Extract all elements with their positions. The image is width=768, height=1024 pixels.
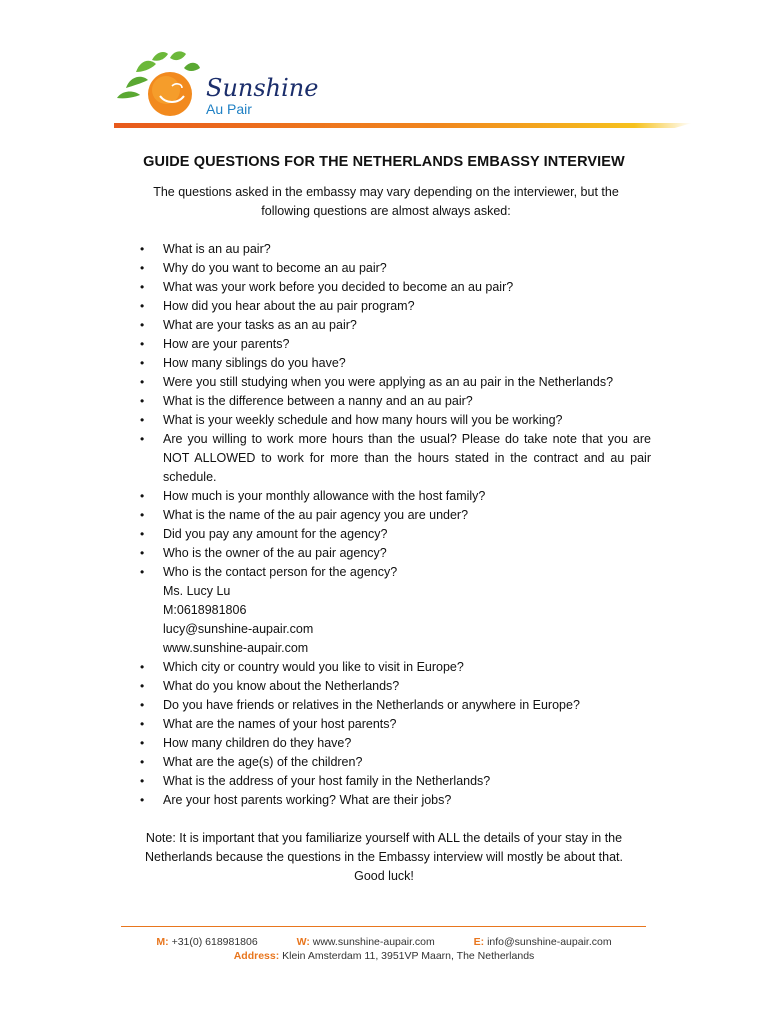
bullet-icon: • [140, 337, 145, 351]
bullet-icon: • [140, 698, 145, 712]
bullet-icon: • [140, 508, 145, 522]
bullet-icon: • [140, 546, 145, 560]
brand-subtitle: Au Pair [206, 101, 252, 117]
bullet-icon: • [140, 356, 145, 370]
bullet-icon: • [140, 242, 145, 256]
list-item: • Are you willing to work more hours than the usual? Please do take note that you are NOT ALLOWED to work for more than the hours stated in the contract and au pair schedule. [140, 432, 651, 484]
list-item: • What is your weekly schedule and how many hours will you be working? [0, 411, 651, 430]
bullet-icon: • [140, 432, 145, 446]
bullet-icon: • [140, 413, 145, 427]
footer-contacts [0, 936, 768, 948]
bullet-icon: • [140, 774, 145, 788]
contact-name: Ms. Lucy Lu [163, 584, 231, 598]
list-item: • How much is your monthly allowance with the host family? [0, 487, 651, 506]
bullet-icon: • [140, 280, 145, 294]
contact-email: lucy@sunshine-aupair.com [163, 622, 314, 636]
contact-website: www.sunshine-aupair.com [163, 641, 309, 655]
bullet-icon: • [140, 318, 145, 332]
list-item: • What is an au pair? [0, 240, 651, 259]
footer-address [0, 950, 768, 962]
bullet-icon: • [140, 679, 145, 693]
list-item: • Who is the owner of the au pair agency? [0, 544, 651, 563]
list-item: • What is the name of the au pair agency you are under? [0, 506, 651, 525]
list-item: • What do you know about the Netherlands? [0, 677, 651, 696]
list-item: • Are your host parents working? What are their jobs? [0, 791, 651, 810]
bullet-icon: • [140, 489, 145, 503]
question-list [0, 240, 768, 810]
list-item: • Were you still studying when you were applying as an au pair in the Netherlands? [0, 373, 651, 392]
list-item: • What is the difference between a nanny and an au pair? [0, 392, 651, 411]
page-title: GUIDE QUESTIONS FOR THE NETHERLANDS EMBASSY INTERVIEW [143, 154, 625, 170]
intro-line: following questions are almost always asked: [261, 204, 511, 218]
list-item: • What are the age(s) of the children? [0, 753, 651, 772]
contact-mobile: M:0618981806 [163, 603, 247, 617]
list-item: • How did you hear about the au pair program? [0, 297, 651, 316]
footer-email-label: E: [473, 936, 485, 948]
bullet-icon: • [140, 527, 145, 541]
list-item: • How many children do they have? [0, 734, 651, 753]
list-item: • Did you pay any amount for the agency? [0, 525, 651, 544]
bullet-icon: • [140, 375, 145, 389]
footer-email-link[interactable]: info@sunshine-aupair.com [487, 936, 612, 948]
list-item: • What are your tasks as an au pair? [0, 316, 651, 335]
bullet-icon: • [140, 660, 145, 674]
bullet-icon: • [140, 261, 145, 275]
note-line: Netherlands because the questions in the Embassy interview will mostly be about that. [144, 850, 624, 864]
list-item: • Why do you want to become an au pair? [0, 259, 651, 278]
list-item: • What was your work before you decided to become an au pair? [0, 278, 651, 297]
footer-address-label: Address: [233, 950, 280, 962]
brand-name: Sunshine [206, 74, 319, 102]
footer-address-value: Klein Amsterdam 11, 3951VP Maarn, The Netherlands [282, 950, 535, 962]
bullet-icon: • [140, 717, 145, 731]
closing-note [120, 829, 648, 886]
list-item: • What are the names of your host parents? [0, 715, 651, 734]
header-divider [114, 123, 692, 128]
bullet-icon: • [140, 793, 145, 807]
footer-website-link[interactable]: www.sunshine-aupair.com [312, 936, 435, 948]
bullet-icon: • [140, 565, 145, 579]
bullet-icon: • [140, 394, 145, 408]
list-item: • How are your parents? [0, 335, 651, 354]
list-item: • How many siblings do you have? [0, 354, 651, 373]
note-line: Note: It is important that you familiarize yourself with ALL the details of your stay in the [145, 831, 623, 845]
list-item: • Do you have friends or relatives in the Netherlands or anywhere in Europe? [0, 696, 651, 715]
footer-divider [121, 926, 646, 927]
note-line: Good luck! [354, 869, 414, 883]
list-item: • What is the address of your host family in the Netherlands? [0, 772, 651, 791]
list-item: • Which city or country would you like to visit in Europe? [0, 658, 651, 677]
bullet-icon: • [140, 299, 145, 313]
intro-paragraph [130, 183, 642, 221]
footer-mobile: +31(0) 618981806 [171, 936, 258, 948]
footer-web-label: W: [296, 936, 310, 948]
agency-contact [163, 582, 651, 658]
bullet-icon: • [140, 736, 145, 750]
list-item: • Who is the contact person for the agency? Ms. Lucy Lu M:0618981806 lucy@sunshine-aupair.com www.sunshine-aupair.com [0, 563, 651, 658]
intro-line: The questions asked in the embassy may vary depending on the interviewer, but the [153, 185, 619, 199]
footer-mobile-label: M: [156, 936, 169, 948]
bullet-icon: • [140, 755, 145, 769]
